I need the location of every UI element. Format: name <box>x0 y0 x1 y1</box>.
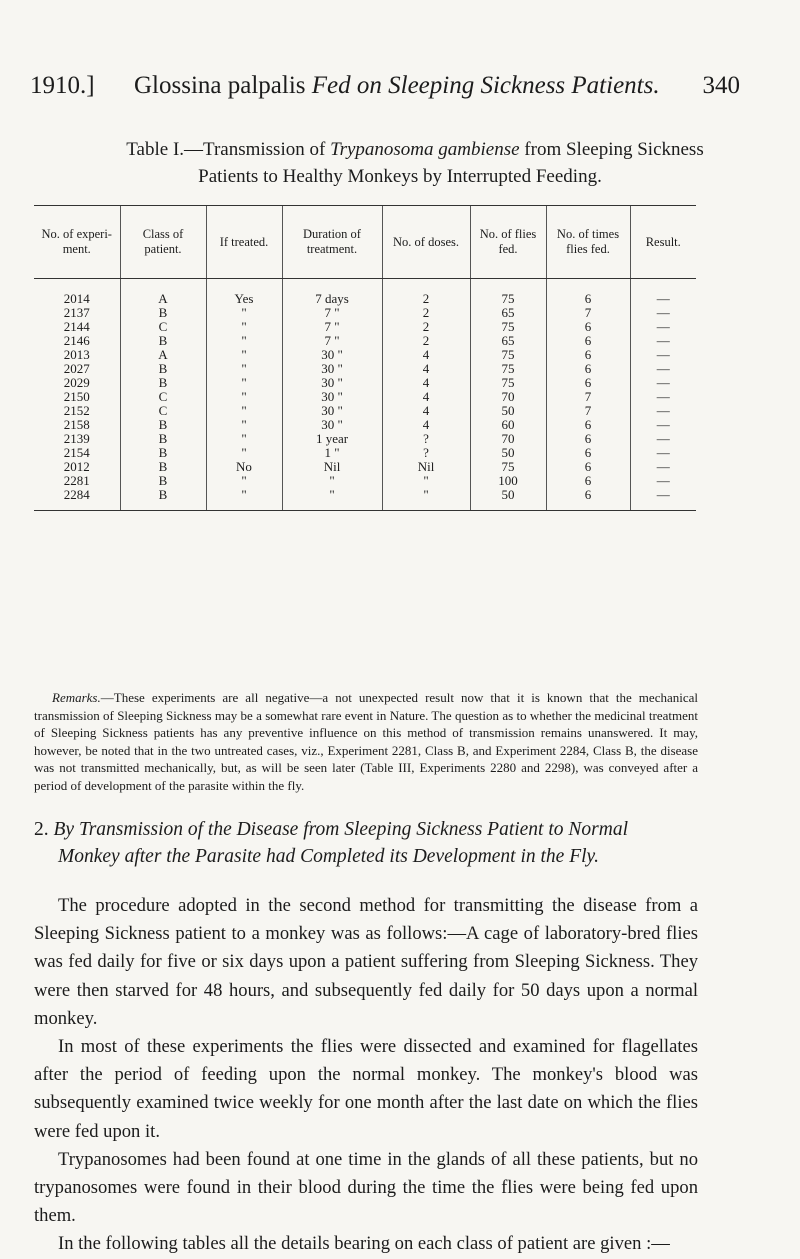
table-cell: 6 <box>546 362 630 376</box>
table-cell: 7 " <box>282 334 382 348</box>
table-cell: 2 <box>382 334 470 348</box>
table-cell: 6 <box>546 432 630 446</box>
remarks-paragraph <box>34 689 698 794</box>
table-cell: 75 <box>470 348 546 362</box>
table-cell: — <box>630 460 696 474</box>
table-cell: 7 days <box>282 292 382 306</box>
table-cell: 30 " <box>282 390 382 404</box>
table-cell: " <box>282 488 382 511</box>
table-header-cell: No. of times flies fed. <box>546 206 630 279</box>
remarks-text: —These experiments are all negative—a not unexpected result now that it is known that the mechanical transmission of Sleeping Sickness may be a somewhat rare event in Nature. The question as to whether the medicinal treatment of Sleeping Sickness patients has any preventive influence on this method of transmission remains unanswered. It may, however, be noted that in the two untreated cases, viz., Experiment 2281, Class B, and Experiment 2284, Class B, the disease was not transmitted mechanically, but, as will be seen later (Table III, Experiments 2280 and 2298), was conveyed after a period of development of the parasite within the fly. <box>34 690 698 793</box>
table-cell: 60 <box>470 418 546 432</box>
table-cell: 7 <box>546 390 630 404</box>
table-cell: 2150 <box>63 389 90 404</box>
table-cell: 30 " <box>282 376 382 390</box>
table-cell: " <box>206 404 282 418</box>
table-cell: 30 " <box>282 418 382 432</box>
table-header-cell: No. of experi-ment. <box>34 206 120 279</box>
table-cell: 30 " <box>282 348 382 362</box>
table-cell: 2158 <box>63 417 90 432</box>
table-cell: 2154 <box>63 445 90 460</box>
table-cell: C <box>120 390 206 404</box>
table-row <box>34 292 696 306</box>
section-heading-line2: Monkey after the Parasite had Completed its Development in the Fly. <box>58 846 599 867</box>
table-cell: 2 <box>382 306 470 320</box>
table-cell: 4 <box>382 362 470 376</box>
table-cell: 4 <box>382 404 470 418</box>
table-cell: — <box>630 446 696 460</box>
table-cell: 2137 <box>63 305 90 320</box>
table-cell: 1 " <box>282 446 382 460</box>
table-cell: Yes <box>206 292 282 306</box>
table-cell: B <box>120 460 206 474</box>
table-cell: 6 <box>546 292 630 306</box>
table-cell: Nil <box>282 460 382 474</box>
table-title-end: from Sleeping Sickness <box>524 139 704 160</box>
table-cell: " <box>282 474 382 488</box>
table-cell: 2139 <box>63 431 90 446</box>
table-cell: 6 <box>546 334 630 348</box>
table-body <box>34 279 696 511</box>
table-cell: " <box>206 376 282 390</box>
table-row <box>34 474 696 488</box>
table-cell: " <box>206 446 282 460</box>
table-row <box>34 348 696 362</box>
table-row <box>34 390 696 404</box>
table-header-cell: Duration of treatment. <box>282 206 382 279</box>
table-cell: 4 <box>382 418 470 432</box>
table-cell: 2029 <box>63 375 90 390</box>
table-cell: — <box>630 334 696 348</box>
table-cell: — <box>630 432 696 446</box>
table-cell: 50 <box>470 404 546 418</box>
table-cell: 2 <box>382 320 470 334</box>
table-cell: — <box>630 390 696 404</box>
table-cell: 1 year <box>282 432 382 446</box>
table-cell: 65 <box>470 306 546 320</box>
table-cell: 2144 <box>63 319 90 334</box>
table-cell: — <box>630 362 696 376</box>
table-cell: 70 <box>470 390 546 404</box>
table-cell: 6 <box>546 446 630 460</box>
table-cell: 7 " <box>282 306 382 320</box>
table-cell: 2146 <box>63 333 90 348</box>
table-header-row <box>34 206 696 279</box>
body-paragraph: In the following tables all the details bearing on each class of patient are given :— <box>58 1233 670 1255</box>
table-cell: — <box>630 348 696 362</box>
table-cell: — <box>630 320 696 334</box>
table-row <box>34 376 696 390</box>
table-header-cell: If treated. <box>206 206 282 279</box>
table-cell: 2014 <box>63 291 90 306</box>
running-head-title-italic: Fed on Sleeping Sickness Patients. <box>311 72 660 99</box>
table-header-cell: Result. <box>630 206 696 279</box>
table-title-line1 <box>0 136 800 163</box>
table-row <box>34 488 696 511</box>
table-cell: 75 <box>470 320 546 334</box>
table-cell: — <box>630 376 696 390</box>
table-header-cell: Class of patient. <box>120 206 206 279</box>
table-cell: 75 <box>470 362 546 376</box>
table-cell: 50 <box>470 488 546 511</box>
table-cell: A <box>120 292 206 306</box>
table-row <box>34 418 696 432</box>
table-cell: " <box>206 390 282 404</box>
table-cell: 6 <box>546 474 630 488</box>
table-cell: 4 <box>382 348 470 362</box>
table-cell: — <box>630 306 696 320</box>
table-cell: 6 <box>546 460 630 474</box>
table-cell: 6 <box>546 418 630 432</box>
table-cell: — <box>630 488 696 511</box>
table-title-plain: Table I.—Transmission of <box>126 139 326 160</box>
table-row <box>34 404 696 418</box>
table-cell: 7 <box>546 306 630 320</box>
table-cell: 2152 <box>63 403 90 418</box>
table-cell: 2284 <box>34 488 120 511</box>
table-cell: C <box>120 320 206 334</box>
table-cell: 70 <box>470 432 546 446</box>
running-head-title-plain: Glossina palpalis <box>134 72 306 99</box>
table-cell: " <box>206 474 282 488</box>
table-row <box>34 320 696 334</box>
table-header-cell: No. of flies fed. <box>470 206 546 279</box>
table-cell: 30 " <box>282 362 382 376</box>
table-cell: 7 <box>546 404 630 418</box>
section-heading <box>34 816 698 870</box>
table-header-cell: No. of doses. <box>382 206 470 279</box>
table-row <box>34 362 696 376</box>
table-cell: " <box>206 488 282 511</box>
table-cell: 4 <box>382 376 470 390</box>
table-cell: " <box>206 306 282 320</box>
table-cell: 30 " <box>282 404 382 418</box>
section-number: 2. <box>34 819 49 840</box>
table-cell: B <box>120 446 206 460</box>
table-row <box>34 334 696 348</box>
table-cell: No <box>206 460 282 474</box>
table-row <box>34 460 696 474</box>
running-head-year: 1910.] <box>30 72 95 99</box>
table-cell: " <box>206 418 282 432</box>
table-cell: 6 <box>546 348 630 362</box>
table-cell: Nil <box>382 460 470 474</box>
table-cell: A <box>120 348 206 362</box>
table-cell: " <box>206 348 282 362</box>
table-cell: 65 <box>470 334 546 348</box>
table-cell: 6 <box>546 488 630 511</box>
table-cell: 2027 <box>63 361 90 376</box>
transmission-table <box>34 205 696 511</box>
body-paragraph: The procedure adopted in the second method for transmitting the disease from a Sleeping Sickness patient to a monkey was as follows:—A cage of laboratory-bred flies was fed daily for five or six days upon a patient suffering from Sleeping Sickness. They were then starved for 48 hours, and subsequently fed daily for 50 days upon a normal monkey. <box>34 895 698 1029</box>
table-cell: " <box>382 488 470 511</box>
table-cell: B <box>120 432 206 446</box>
table-cell: — <box>630 404 696 418</box>
section-heading-line1: By Transmission of the Disease from Sleeping Sickness Patient to Normal <box>53 819 628 840</box>
table-cell: " <box>206 320 282 334</box>
table-cell: — <box>630 292 696 306</box>
table-cell: B <box>120 474 206 488</box>
table-title-line2: Patients to Healthy Monkeys by Interrupted Feeding. <box>198 166 602 187</box>
table-cell: B <box>120 376 206 390</box>
table-cell: 75 <box>470 460 546 474</box>
table-cell: 2013 <box>63 347 90 362</box>
body-paragraph: In most of these experiments the flies were dissected and examined for flagellates after the period of feeding upon the normal monkey. The monkey's blood was subsequently examined twice weekly for one month after the last date on which the flies were fed upon it. <box>34 1036 698 1142</box>
table-cell: B <box>120 488 206 511</box>
table-cell: B <box>120 306 206 320</box>
table-cell: 50 <box>470 446 546 460</box>
body-text <box>34 892 698 1259</box>
table-cell: 75 <box>470 292 546 306</box>
table-row <box>34 306 696 320</box>
table-cell: " <box>382 474 470 488</box>
page-number: 340 <box>702 72 740 99</box>
table-cell: C <box>120 404 206 418</box>
table-cell: — <box>630 418 696 432</box>
table-cell: " <box>206 334 282 348</box>
table-cell: 75 <box>470 376 546 390</box>
table-cell: 7 " <box>282 320 382 334</box>
table-cell: 2012 <box>63 459 90 474</box>
table-cell: " <box>206 432 282 446</box>
table-cell: 2 <box>382 292 470 306</box>
table-row <box>34 432 696 446</box>
table-cell: 2281 <box>63 473 90 488</box>
table-cell: ? <box>382 446 470 460</box>
table-cell: B <box>120 418 206 432</box>
table-cell: 100 <box>470 474 546 488</box>
running-head-title <box>134 72 660 100</box>
table-title-species: Trypanosoma gambiense <box>330 139 520 160</box>
table-cell: 6 <box>546 376 630 390</box>
table-cell: ? <box>382 432 470 446</box>
table-cell: B <box>120 334 206 348</box>
table-row <box>34 446 696 460</box>
table-title <box>0 136 800 190</box>
remarks-label: Remarks. <box>52 690 101 705</box>
table-cell: 6 <box>546 320 630 334</box>
table-cell: 4 <box>382 390 470 404</box>
table-cell: B <box>120 362 206 376</box>
table-cell: " <box>206 362 282 376</box>
body-paragraph: Trypanosomes had been found at one time in the glands of all these patients, but no trypanosomes were found in their blood during the time the flies were being fed upon them. <box>34 1148 698 1227</box>
table-cell: — <box>630 474 696 488</box>
